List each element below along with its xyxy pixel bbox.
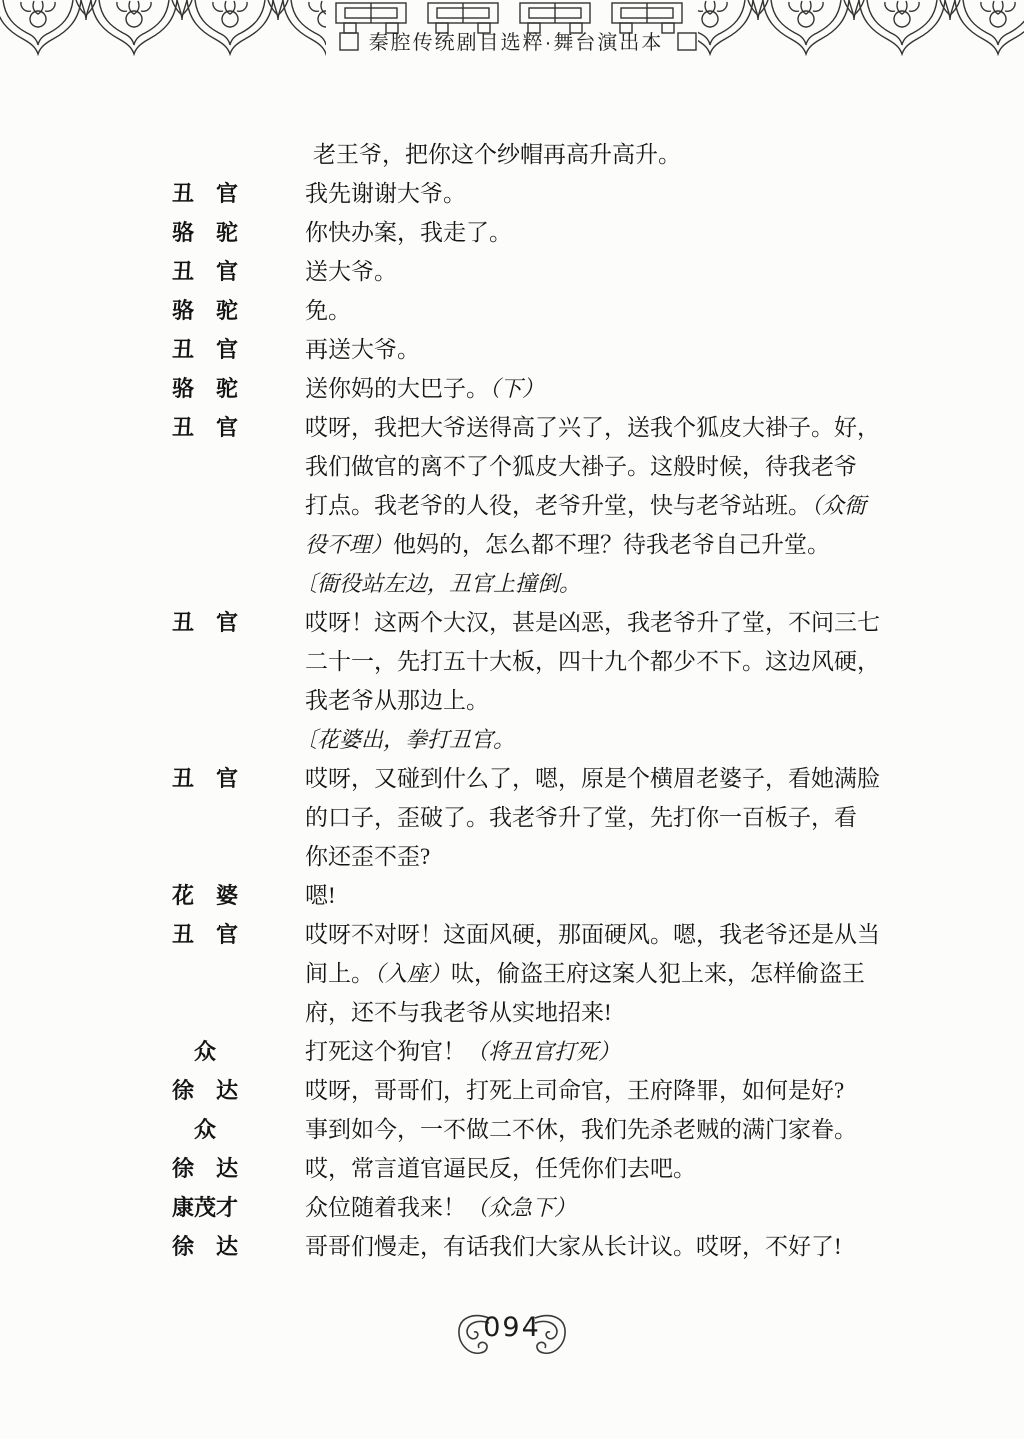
stage-direction-text: （将丑官打死）	[466, 1039, 621, 1064]
stage-direction-text: （入座）	[374, 961, 452, 986]
text-line	[305, 798, 880, 837]
script-line	[172, 174, 932, 213]
speaker-name: 众	[193, 1117, 216, 1142]
dialogue-segment: 免。	[305, 298, 351, 323]
dialogue-segment: 的口子，歪破了。我老爷升了堂，先打你一百板子，看	[305, 805, 857, 830]
text-line	[305, 993, 880, 1032]
script-line	[172, 759, 932, 876]
dialogue-segment: 呔，偷盗王府这案人犯上来，怎样偷盗王	[451, 961, 866, 986]
dialogue-segment: 送你妈的大巴子。	[305, 376, 489, 401]
stage-direction-text: 〔花婆出，拳打丑官。	[295, 727, 516, 752]
script-line	[172, 1149, 932, 1188]
dialogue-text	[305, 1149, 696, 1188]
speaker-char: 茂	[194, 1195, 217, 1220]
speaker-name	[172, 1227, 238, 1266]
dialogue-text	[305, 876, 336, 915]
text-line	[305, 330, 420, 369]
dialogue-segment: 他妈的，怎么都不理？待我老爷自己升堂。	[393, 532, 831, 557]
speaker-char: 官	[215, 922, 238, 947]
speaker-char: 官	[215, 337, 238, 362]
text-line	[305, 1227, 842, 1266]
dialogue-segment: 嗯!	[305, 883, 336, 908]
footer-flourish	[447, 1308, 577, 1370]
script-line	[172, 252, 932, 291]
stage-direction-text: （众急下）	[466, 1195, 577, 1220]
speaker-char: 驼	[215, 376, 238, 401]
speaker-char: 官	[215, 181, 238, 206]
dialogue-text	[305, 1227, 842, 1266]
speaker-char: 驼	[215, 298, 238, 323]
speaker-char: 花	[172, 883, 195, 908]
dialogue-segment: 哎呀！这两个大汉，甚是凶恶，我老爷升了堂，不问三七	[305, 610, 880, 635]
dialogue-text	[295, 564, 581, 603]
speaker-char: 丑	[172, 181, 195, 206]
text-line	[305, 1110, 857, 1149]
page-footer	[447, 1308, 577, 1375]
text-line	[305, 447, 880, 486]
script-line	[172, 408, 932, 564]
text-line	[305, 486, 880, 525]
speaker-name	[172, 759, 238, 798]
speaker-name	[172, 1071, 238, 1110]
dialogue-text	[305, 252, 397, 291]
dialogue-segment: 送大爷。	[305, 259, 397, 284]
stage-direction-text: （众衙	[811, 493, 867, 518]
dialogue-segment: 哎呀，我把大爷送得高了兴了，送我个狐皮大褂子。好，	[305, 415, 880, 440]
speaker-char: 徐	[172, 1078, 195, 1103]
dialogue-segment: 哎呀，哥哥们，打死上司命官，王府降罪，如何是好?	[305, 1078, 845, 1103]
text-line	[313, 135, 681, 174]
script-line	[172, 1071, 932, 1110]
speaker-name	[172, 174, 238, 213]
speaker-char: 骆	[172, 376, 195, 401]
speaker-name	[172, 1188, 238, 1227]
text-line	[305, 1071, 844, 1110]
speaker-char: 达	[215, 1156, 238, 1181]
script-line	[172, 1227, 932, 1266]
dialogue-text	[305, 915, 880, 1032]
text-line	[295, 720, 515, 759]
dialogue-segment: 间上。	[305, 961, 374, 986]
script-line	[172, 1110, 932, 1149]
dialogue-segment: 你快办案，我走了。	[305, 220, 512, 245]
speaker-char: 达	[215, 1078, 238, 1103]
dialogue-text	[305, 759, 880, 876]
dialogue-text	[305, 330, 420, 369]
dialogue-segment: 打死这个狗官！	[305, 1039, 466, 1064]
dialogue-text	[305, 1071, 844, 1110]
speaker-char: 徐	[172, 1234, 195, 1259]
dialogue-text	[305, 1110, 857, 1149]
speaker-char: 官	[215, 766, 238, 791]
speaker-char: 徐	[172, 1156, 195, 1181]
script-line	[172, 915, 932, 1032]
text-line	[305, 1032, 620, 1071]
speaker-char: 达	[215, 1234, 238, 1259]
text-line	[305, 759, 880, 798]
script-line	[172, 213, 932, 252]
dialogue-text	[305, 213, 512, 252]
text-line	[305, 525, 880, 564]
speaker-char: 丑	[172, 259, 195, 284]
speaker-char: 官	[215, 259, 238, 284]
speaker-char: 驼	[215, 220, 238, 245]
script-line	[172, 564, 932, 603]
speaker-name	[172, 915, 238, 954]
dialogue-segment: 府，还不与我老爷从实地招来!	[305, 1000, 612, 1025]
dialogue-segment: 哎呀不对呀！这面风硬，那面硬风。嗯，我老爷还是从当	[305, 922, 880, 947]
speaker-char: 才	[216, 1195, 239, 1220]
text-line	[305, 915, 880, 954]
text-line	[305, 1149, 696, 1188]
dialogue-segment: 哎呀，又碰到什么了，嗯，原是个横眉老婆子，看她满脸	[305, 766, 880, 791]
speaker-name	[172, 291, 238, 330]
text-line	[305, 603, 880, 642]
speaker-name	[172, 252, 238, 291]
script-line	[172, 720, 932, 759]
dialogue-segment: 我们做官的离不了个狐皮大褂子。这般时候，待我老爷	[305, 454, 857, 479]
script-line	[172, 369, 932, 408]
text-line	[305, 369, 544, 408]
speaker-name	[172, 603, 238, 642]
speaker-char: 丑	[172, 610, 195, 635]
dialogue-segment: 我先谢谢大爷。	[305, 181, 466, 206]
dialogue-text	[305, 369, 544, 408]
dialogue-segment: 老王爷，把你这个纱帽再高升高升。	[313, 142, 681, 167]
page-number: 094	[483, 1312, 541, 1343]
speaker-char: 婆	[215, 883, 238, 908]
script-line	[172, 291, 932, 330]
text-line	[305, 291, 351, 330]
speaker-name: 众	[193, 1039, 216, 1064]
speaker-name	[172, 1149, 238, 1188]
dialogue-segment: 你还歪不歪?	[305, 844, 431, 869]
dialogue-segment: 二十一，先打五十大板，四十九个都少不下。这边风硬，	[305, 649, 880, 674]
script-line	[172, 330, 932, 369]
script-line	[172, 1188, 932, 1227]
text-line	[305, 213, 512, 252]
dialogue-segment: 众位随着我来！	[305, 1195, 466, 1220]
speaker-char: 丑	[172, 766, 195, 791]
speaker-name	[172, 876, 238, 915]
speaker-char: 官	[215, 610, 238, 635]
text-line	[305, 642, 880, 681]
text-line	[305, 252, 397, 291]
dialogue-segment: 哥哥们慢走，有话我们大家从长计议。哎呀，不好了!	[305, 1234, 842, 1259]
dialogue-text	[305, 174, 466, 213]
dialogue-text	[305, 1032, 620, 1071]
script-line	[172, 1032, 932, 1071]
speaker-name	[172, 330, 238, 369]
speaker-char: 丑	[172, 922, 195, 947]
script-line	[172, 603, 932, 720]
dialogue-segment: 哎，常言道官逼民反，任凭你们去吧。	[305, 1156, 696, 1181]
dialogue-text	[305, 408, 880, 564]
stage-direction-text: 役不理）	[305, 532, 394, 557]
dialogue-text	[305, 291, 351, 330]
text-line	[305, 876, 336, 915]
speaker-name	[172, 213, 238, 252]
header-title: 秦腔传统剧目选粹·舞台演出本	[368, 32, 664, 54]
speaker-char: 丑	[172, 337, 195, 362]
header-lace-border	[0, 0, 1024, 58]
stage-direction-text: 〔衙役站左边，丑官上撞倒。	[295, 571, 582, 596]
text-line	[305, 1188, 576, 1227]
dialogue-text	[313, 135, 681, 174]
speaker-char: 骆	[172, 220, 195, 245]
text-line	[305, 954, 880, 993]
speaker-char: 骆	[172, 298, 195, 323]
speaker-char: 官	[215, 415, 238, 440]
dialogue-segment: 我老爷从那边上。	[305, 688, 489, 713]
dialogue-text	[305, 603, 880, 720]
text-line	[295, 564, 581, 603]
script-line	[172, 876, 932, 915]
speaker-char: 丑	[172, 415, 195, 440]
dialogue-segment: 打点。我老爷的人役，老爷升堂，快与老爷站班。	[305, 493, 811, 518]
text-line	[305, 681, 880, 720]
dialogue-segment: 事到如今，一不做二不休，我们先杀老贼的满门家眷。	[305, 1117, 857, 1142]
dialogue-segment: 再送大爷。	[305, 337, 420, 362]
dialogue-text	[305, 1188, 576, 1227]
dialogue-text	[295, 720, 515, 759]
text-line	[305, 837, 880, 876]
stage-direction-text: （下）	[489, 376, 545, 401]
speaker-name	[172, 408, 238, 447]
speaker-char: 康	[172, 1195, 195, 1220]
text-line	[305, 174, 466, 213]
script-line	[172, 135, 932, 174]
speaker-name	[172, 369, 238, 408]
text-line	[305, 408, 880, 447]
script-body	[172, 135, 932, 1266]
